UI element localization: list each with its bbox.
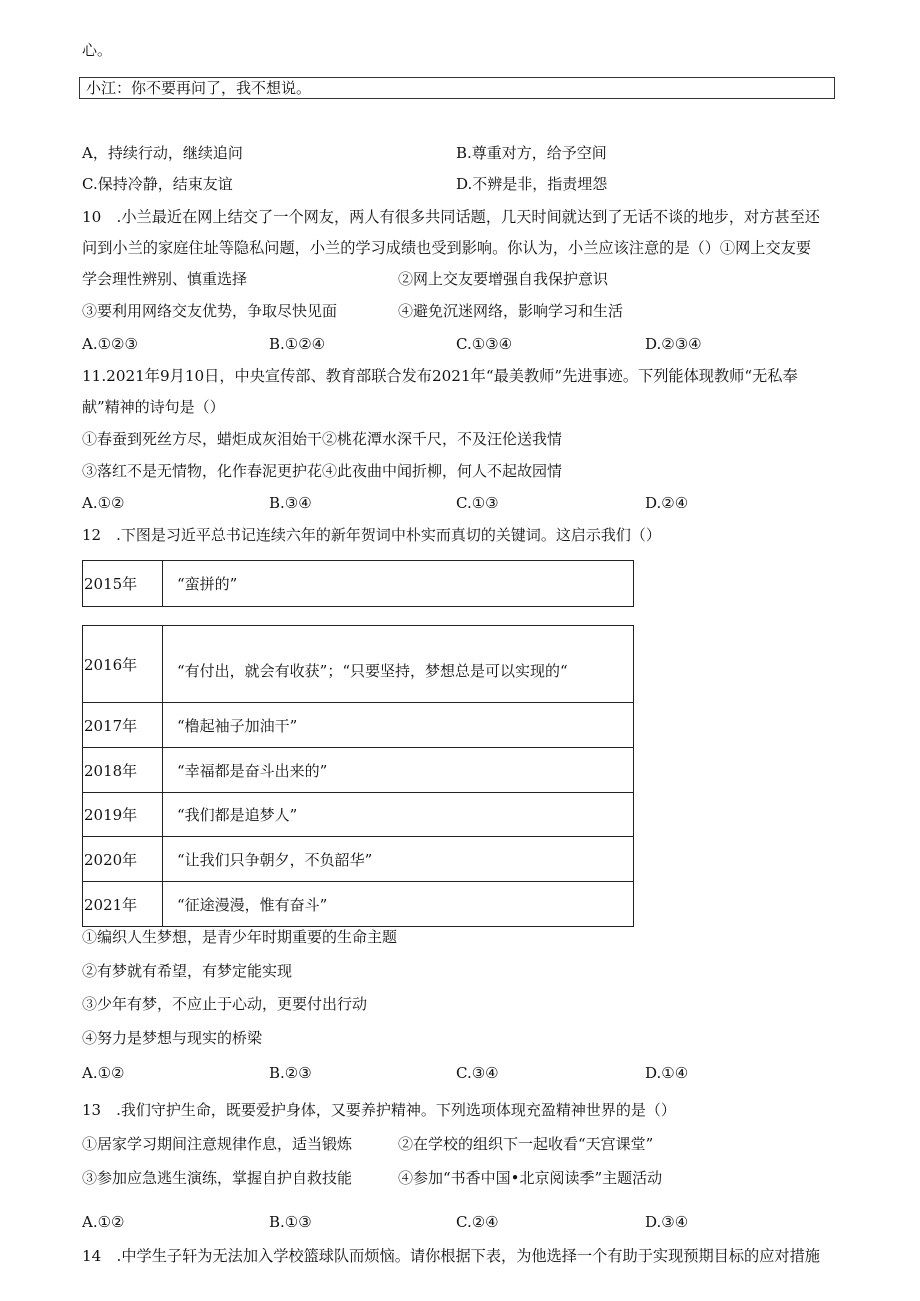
- q13-statement-3: ③参加应急逃生演练，掌握自护自救技能: [82, 1169, 353, 1187]
- table-year-cell: 2021年: [83, 882, 163, 927]
- table-phrase-cell: “我们都是追梦人”: [163, 793, 634, 837]
- q11-option-b: B.③④: [269, 494, 312, 512]
- keyword-table-first: [82, 560, 634, 607]
- q13-stem: 13 .我们守护生命，既要爱护身体，又要养护精神。下列选项体现充盈精神世界的是（）: [82, 1101, 676, 1119]
- q11-statements-line2: ③落红不是无情物，化作春泥更护花④此夜曲中闻折柳，何人不起故园情: [82, 462, 563, 480]
- table-year-cell: 2020年: [83, 837, 163, 882]
- q13-statement-1: ①居家学习期间注意规律作息，适当锻炼: [82, 1135, 353, 1153]
- table-year-cell: 2016年: [83, 626, 163, 703]
- table-row: [83, 703, 634, 748]
- q11-option-d: D.②④: [645, 494, 689, 512]
- q11-statements-line1: ①春蚕到死丝方尽，蜡炬成灰泪始干②桃花潭水深千尺，不及汪伦送我情: [82, 430, 563, 448]
- q11-option-c: C.①③: [456, 494, 499, 512]
- q13-option-a: A.①②: [82, 1213, 125, 1231]
- table-phrase-cell: “让我们只争朝夕，不负韶华”: [163, 837, 634, 882]
- q12-option-b: B.②③: [269, 1064, 312, 1082]
- table-year-cell: 2018年: [83, 748, 163, 793]
- q10-stem-line3a: 学会理性辨别、慎重选择: [82, 270, 248, 288]
- table-row: [83, 626, 634, 703]
- q12-stem: 12 .下图是习近平总书记连续六年的新年贺词中朴实而真切的关键词。这启示我们（）: [82, 526, 661, 544]
- table-phrase-cell: “蛮拼的”: [163, 561, 634, 607]
- q10-option-b: B.①②④: [269, 335, 326, 353]
- q13-option-c: C.②④: [456, 1213, 499, 1231]
- q10-statement-4: ④避免沉迷网络，影响学习和生活: [398, 302, 624, 320]
- table-row: [83, 837, 634, 882]
- q10-stem-line1: 10 .小兰最近在网上结交了一个网友，两人有很多共同话题，几天时间就达到了无话不谈的地步，对方甚至还: [82, 208, 820, 226]
- dialogue-text: 小江：你不要再问了，我不想说。: [86, 79, 312, 97]
- q9-option-b: B.尊重对方，给予空间: [456, 144, 607, 162]
- q10-stem-line2: 问到小兰的家庭住址等隐私问题，小兰的学习成绩也受到影响。你认为，小兰应该注意的是（）①网上交友要: [82, 239, 811, 257]
- q12-statement-2: ②有梦就有希望，有梦定能实现: [82, 962, 293, 980]
- table-row: [83, 561, 634, 607]
- table-phrase-cell: “幸福都是奋斗出来的”: [163, 748, 634, 793]
- q10-statement-3: ③要利用网络交友优势，争取尽快见面: [82, 302, 338, 320]
- q12-statement-1: ①编织人生梦想，是青少年时期重要的生命主题: [82, 928, 398, 946]
- q12-option-a: A.①②: [82, 1064, 125, 1082]
- q11-stem-line1: 11.2021年9月10日，中央宣传部、教育部联合发布2021年“最美教师”先进事迹。下列能体现教师“无私奉: [82, 367, 798, 385]
- table-year-cell: 2015年: [83, 561, 163, 607]
- q13-statement-2: ②在学校的组织下一起收看“天宫课堂”: [398, 1135, 654, 1153]
- table-row: [83, 882, 634, 927]
- table-phrase-cell: “橹起袖子加油干”: [163, 703, 634, 748]
- q12-statement-3: ③少年有梦，不应止于心动，更要付出行动: [82, 995, 368, 1013]
- q9-option-d: D.不辨是非，指责埋怨: [456, 175, 608, 193]
- table-year-cell: 2017年: [83, 703, 163, 748]
- top-fragment: 心。: [82, 41, 113, 59]
- q11-option-a: A.①②: [82, 494, 125, 512]
- q12-option-d: D.①④: [645, 1064, 689, 1082]
- q12-option-c: C.③④: [456, 1064, 499, 1082]
- q9-option-c: C.保持冷静，结束友谊: [82, 175, 233, 193]
- table-phrase-cell: “征途漫漫，惟有奋斗”: [163, 882, 634, 927]
- q11-stem-line2: 献”精神的诗句是（）: [82, 398, 225, 416]
- q12-statement-4: ④努力是梦想与现实的桥梁: [82, 1029, 263, 1047]
- q10-stem-line3b: ②网上交友要增强自我保护意识: [398, 270, 609, 288]
- dialogue-box: [79, 77, 835, 99]
- q13-option-b: B.①③: [269, 1213, 312, 1231]
- table-phrase-cell: “有付出，就会有收获”；“只要坚持，梦想总是可以实现的“: [163, 626, 634, 703]
- q14-stem-line1: 14 .中学生子轩为无法加入学校篮球队而烦恼。请你根据下表，为他选择一个有助于实现预期目标的应对措施: [82, 1247, 820, 1265]
- q10-option-d: D.②③④: [645, 335, 702, 353]
- keyword-table-main: [82, 625, 634, 927]
- q13-option-d: D.③④: [645, 1213, 689, 1231]
- q10-option-c: C.①③④: [456, 335, 513, 353]
- table-year-cell: 2019年: [83, 793, 163, 837]
- q10-option-a: A.①②③: [82, 335, 138, 353]
- table-row: [83, 793, 634, 837]
- q9-option-a: A，持续行动，继续追问: [82, 144, 243, 162]
- q13-statement-4: ④参加“书香中国•北京阅读季”主题活动: [398, 1169, 663, 1187]
- table-row: [83, 748, 634, 793]
